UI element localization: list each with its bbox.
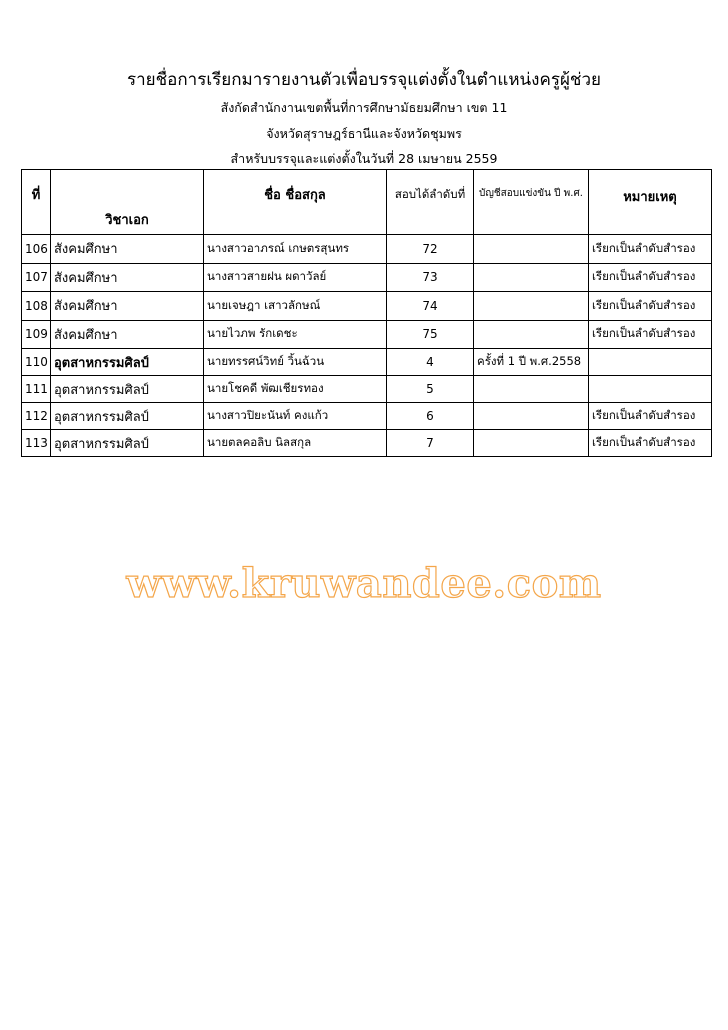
row-subject: อุตสาหกรรมศิลป์	[51, 403, 204, 430]
document-title: รายชื่อการเรียกมารายงานตัวเพื่อบรรจุแต่งตั้งในตำแหน่งครูผู้ช่วย	[127, 70, 601, 90]
row-name: นายตลคอลิบ นิลสกุล	[204, 430, 387, 457]
row-note: เรียกเป็นลำดับสำรอง	[589, 403, 712, 430]
row-name: นายโชคดี พัฒเชียรทอง	[204, 376, 387, 403]
row-list	[474, 320, 589, 349]
row-number: 107	[22, 263, 51, 292]
row-rank: 73	[387, 263, 474, 292]
office-subtitle: สังกัดสำนักงานเขตพื้นที่การศึกษามัธยมศึกษา เขต 11	[220, 100, 508, 115]
row-name: นายทรรศน์วิทย์ วิ้นฉ้วน	[204, 349, 387, 376]
row-name: นางสาวสายฝน ผดาวัลย์	[204, 263, 387, 292]
row-note: เรียกเป็นลำดับสำรอง	[589, 235, 712, 264]
table-header-row	[22, 170, 712, 235]
row-rank: 75	[387, 320, 474, 349]
table-row	[22, 349, 712, 376]
row-rank: 6	[387, 403, 474, 430]
table-row	[22, 430, 712, 457]
table-row	[22, 403, 712, 430]
row-name: นางสาวปิยะนันท์ คงแก้ว	[204, 403, 387, 430]
row-rank: 5	[387, 376, 474, 403]
row-note	[589, 376, 712, 403]
row-subject: อุตสาหกรรมศิลป์	[51, 376, 204, 403]
row-rank: 74	[387, 292, 474, 321]
row-subject: อุตสาหกรรมศิลป์	[51, 349, 204, 376]
row-number: 112	[22, 403, 51, 430]
row-subject: สังคมศึกษา	[51, 292, 204, 321]
table-row	[22, 235, 712, 264]
watermark-text: www.kruwandee.com	[126, 560, 602, 607]
column-header-name: ชื่อ ชื่อสกุล	[204, 170, 387, 235]
table-row	[22, 320, 712, 349]
column-header-rank: สอบได้ลำดับที่	[387, 170, 474, 235]
row-list	[474, 263, 589, 292]
column-header-subject: วิชาเอก	[51, 170, 204, 235]
row-number: 111	[22, 376, 51, 403]
row-number: 108	[22, 292, 51, 321]
row-subject: สังคมศึกษา	[51, 263, 204, 292]
row-list	[474, 430, 589, 457]
row-list: ครั้งที่ 1 ปี พ.ศ.2558	[474, 349, 589, 376]
row-list	[474, 292, 589, 321]
column-header-no: ที่	[22, 170, 51, 235]
row-name: นางสาวอาภรณ์ เกษตรสุนทร	[204, 235, 387, 264]
row-number: 109	[22, 320, 51, 349]
row-subject: อุตสาหกรรมศิลป์	[51, 430, 204, 457]
row-name: นายไวภพ รักเดชะ	[204, 320, 387, 349]
row-list	[474, 403, 589, 430]
row-note: เรียกเป็นลำดับสำรอง	[589, 292, 712, 321]
row-rank: 4	[387, 349, 474, 376]
row-name: นายเจษฎา เสาวลักษณ์	[204, 292, 387, 321]
row-note: เรียกเป็นลำดับสำรอง	[589, 430, 712, 457]
table-row	[22, 376, 712, 403]
row-note: เรียกเป็นลำดับสำรอง	[589, 263, 712, 292]
row-list	[474, 235, 589, 264]
row-subject: สังคมศึกษา	[51, 320, 204, 349]
date-subtitle: สำหรับบรรจุและแต่งตั้งในวันที่ 28 เมษายน 2559	[230, 151, 498, 166]
table-row	[22, 292, 712, 321]
row-number: 113	[22, 430, 51, 457]
row-rank: 72	[387, 235, 474, 264]
row-note: เรียกเป็นลำดับสำรอง	[589, 320, 712, 349]
province-subtitle: จังหวัดสุราษฎร์ธานีและจังหวัดชุมพร	[266, 126, 462, 141]
row-rank: 7	[387, 430, 474, 457]
row-subject: สังคมศึกษา	[51, 235, 204, 264]
row-number: 106	[22, 235, 51, 264]
row-number: 110	[22, 349, 51, 376]
column-header-list: บัญชีสอบแข่งขัน ปี พ.ศ.	[474, 170, 589, 235]
row-note	[589, 349, 712, 376]
table-row	[22, 263, 712, 292]
candidate-table	[21, 169, 712, 457]
row-list	[474, 376, 589, 403]
column-header-note: หมายเหตุ	[589, 170, 712, 235]
